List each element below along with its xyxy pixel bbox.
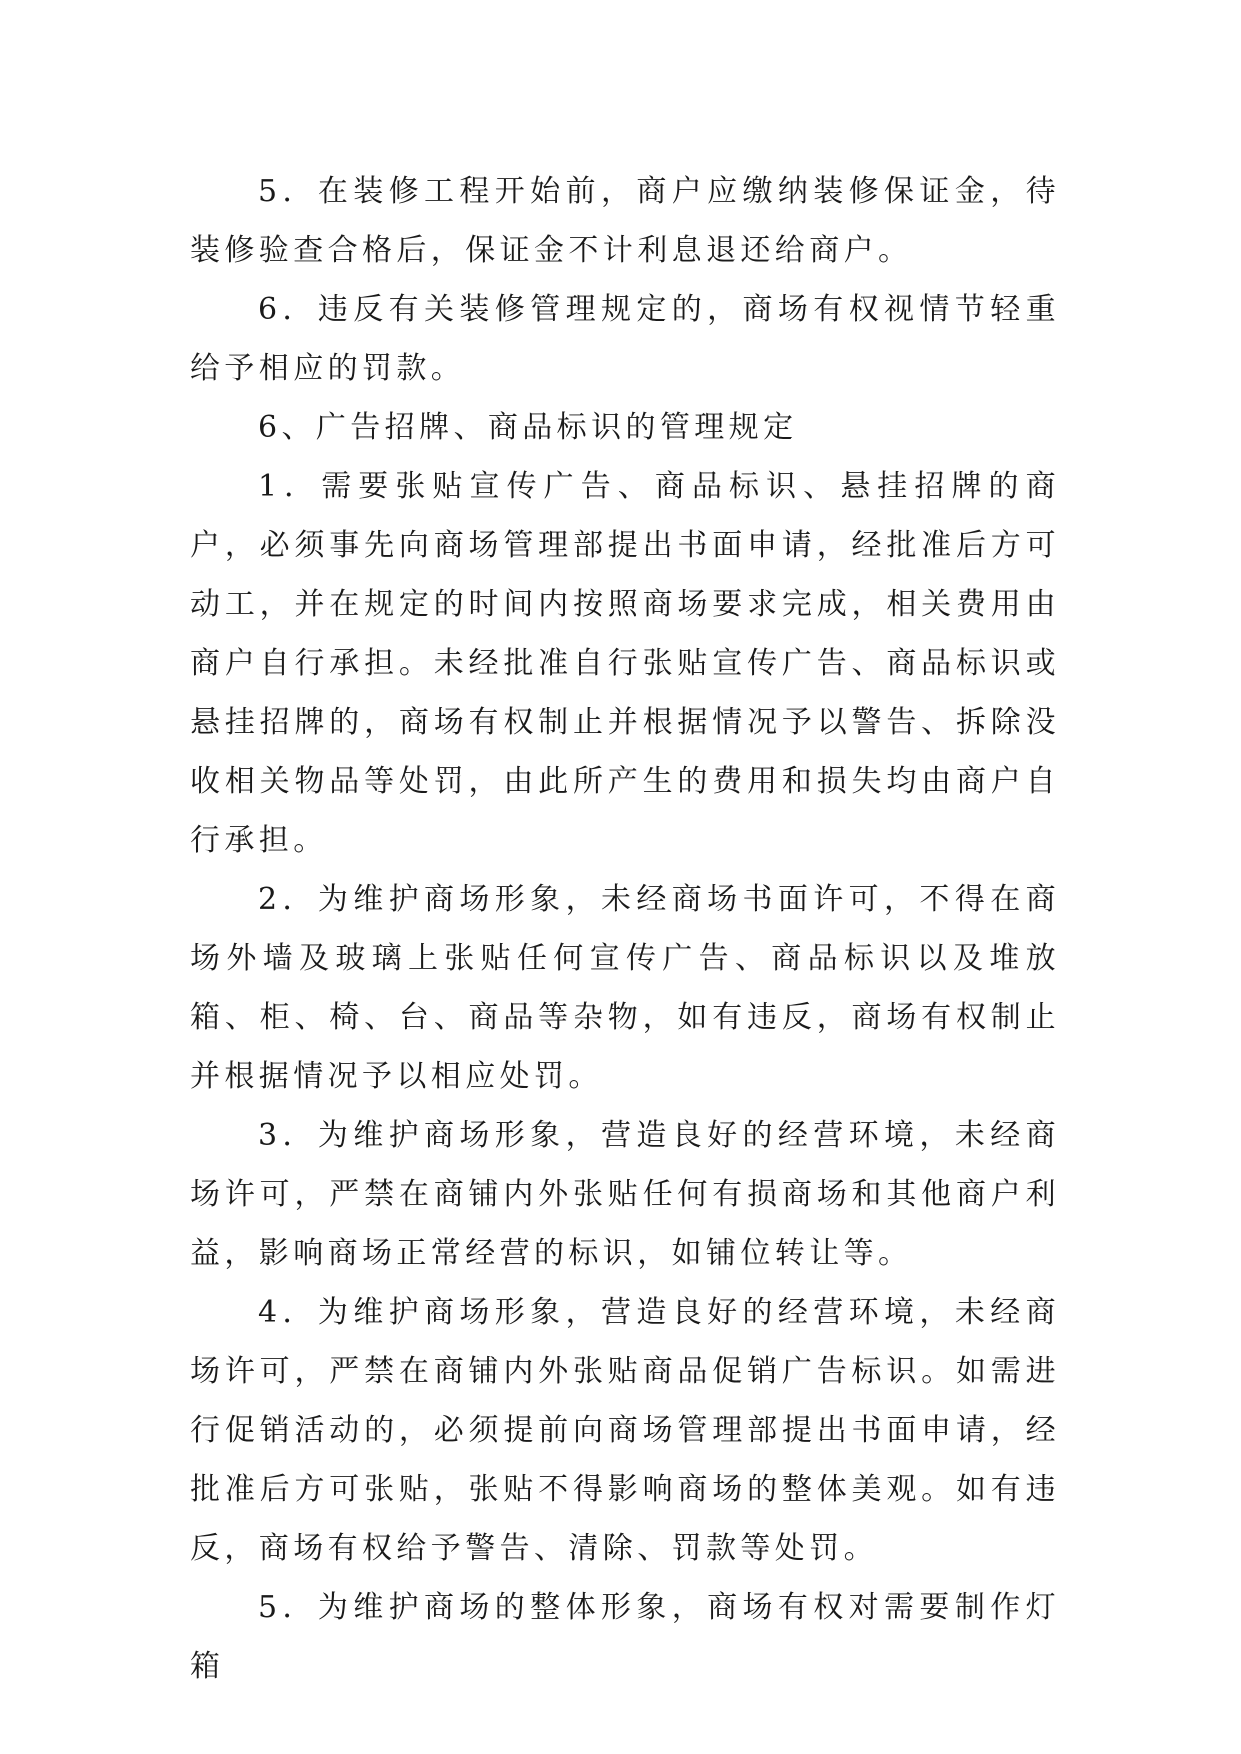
paragraph-penalty-rule: 6．违反有关装修管理规定的，商场有权视情节轻重给予相应的罚款。 <box>190 292 1060 386</box>
paragraph-deposit-rule: 5．在装修工程开始前，商户应缴纳装修保证金，待装修验查合格后，保证金不计利息退还给商户。 <box>190 174 1060 268</box>
paragraph-signage-application: 1．需要张贴宣传广告、商品标识、悬挂招牌的商户，必须事先向商场管理部提出书面申请，经批准后方可动工，并在规定的时间内按照商场要求完成，相关费用由商户自行承担。未经批准自行张贴宣传广告、商品标识或悬挂招牌的，商场有权制止并根据情况予以警告、拆除没收相关物品等处罚，由此所产生的费用和损失均由商户自行承担。 <box>190 469 1060 858</box>
paragraph-lightbox-rule: 5．为维护商场的整体形象，商场有权对需要制作灯箱 <box>190 1590 1060 1684</box>
paragraph-shop-posting-rule: 3．为维护商场形象，营造良好的经营环境，未经商场许可，严禁在商铺内外张贴任何有损商场和其他商户利益，影响商场正常经营的标识，如铺位转让等。 <box>190 1118 1060 1271</box>
document-body <box>190 162 1060 1696</box>
paragraph-promotion-rule: 4．为维护商场形象，营造良好的经营环境，未经商场许可，严禁在商铺内外张贴商品促销广告标识。如需进行促销活动的，必须提前向商场管理部提出书面申请，经批准后方可张贴，张贴不得影响商场的整体美观。如有违反，商场有权给予警告、清除、罚款等处罚。 <box>190 1295 1060 1566</box>
paragraph-exterior-wall-rule: 2．为维护商场形象，未经商场书面许可，不得在商场外墙及玻璃上张贴任何宣传广告、商品标识以及堆放箱、柜、椅、台、商品等杂物，如有违反，商场有权制止并根据情况予以相应处罚。 <box>190 882 1060 1094</box>
section-heading-signage: 6、广告招牌、商品标识的管理规定 <box>258 410 798 445</box>
